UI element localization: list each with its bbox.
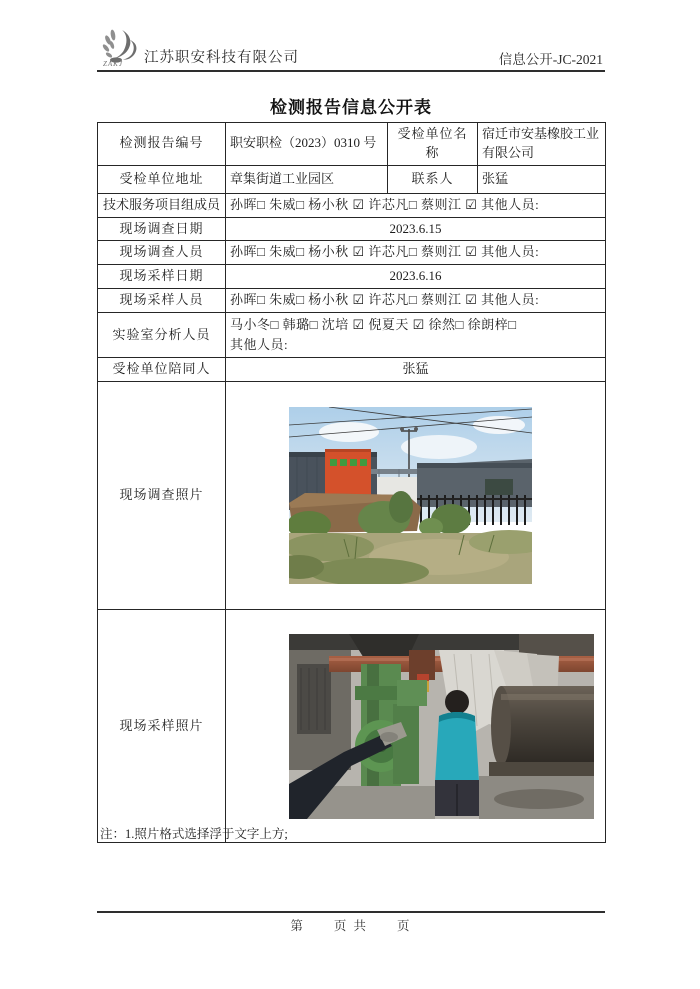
page-number-text: 第 页 共 页	[290, 919, 412, 933]
lab-staff-label: 实验室分析人员	[98, 312, 226, 357]
survey-date-value: 2023.6.15	[226, 217, 606, 241]
survey-photo	[289, 407, 532, 584]
row-report-no	[98, 123, 606, 166]
sampling-date-label: 现场采样日期	[98, 265, 226, 289]
sampling-photo	[289, 634, 594, 819]
doc-code: 信息公开-JC-2021	[498, 52, 603, 67]
tech-team-checkboxes: 孙晖□ 朱威□ 杨小秋 ☑ 许芯凡□ 蔡则江 ☑ 其他人员:	[226, 193, 606, 217]
row-tech-team	[98, 193, 606, 217]
row-unit-addr	[98, 165, 606, 193]
contact-value: 张猛	[478, 165, 606, 193]
survey-date-label: 现场调查日期	[98, 217, 226, 241]
lab-staff-line1: 马小冬□ 韩璐□ 沈培 ☑ 倪夏天 ☑ 徐然□ 徐朗梓□	[230, 316, 517, 332]
unit-addr-label: 受检单位地址	[98, 165, 226, 193]
row-sampling-staff	[98, 289, 606, 313]
tech-team-label: 技术服务项目组成员	[98, 193, 226, 217]
info-table	[97, 122, 606, 843]
unit-name-label: 受检单位名称	[388, 123, 478, 166]
sampling-photo-label: 现场采样照片	[98, 610, 226, 843]
survey-photo-label: 现场调查照片	[98, 382, 226, 610]
sampling-staff-checkboxes: 孙晖□ 朱威□ 杨小秋 ☑ 许芯凡□ 蔡则江 ☑ 其他人员:	[226, 289, 606, 313]
report-no-label: 检测报告编号	[98, 123, 226, 166]
unit-name-value: 宿迁市安基橡胶工业有限公司	[478, 123, 606, 166]
lab-staff-line2: 其他人员:	[230, 337, 289, 353]
escort-label: 受检单位陪同人	[98, 358, 226, 382]
survey-photo-cell	[226, 382, 606, 610]
row-sampling-photo	[98, 610, 606, 843]
page-header	[97, 24, 605, 70]
escort-value: 张猛	[226, 358, 606, 382]
info-table-wrap	[97, 122, 605, 843]
row-survey-photo	[98, 382, 606, 610]
row-escort	[98, 358, 606, 382]
company-name: 江苏职安科技有限公司	[144, 50, 299, 66]
lab-staff-checkboxes	[226, 312, 606, 357]
unit-addr-value: 章集街道工业园区	[226, 165, 388, 193]
survey-staff-label: 现场调查人员	[98, 241, 226, 265]
survey-staff-checkboxes: 孙晖□ 朱威□ 杨小秋 ☑ 许芯凡□ 蔡则江 ☑ 其他人员:	[226, 241, 606, 265]
page-title: 检测报告信息公开表	[270, 98, 432, 117]
row-survey-staff	[98, 241, 606, 265]
footnote: 注：1.照片格式选择浮于文字上方;	[100, 827, 288, 841]
header-rule	[97, 70, 605, 72]
report-no-value: 职安职检（2023）0310 号	[226, 123, 388, 166]
sampling-date-value: 2023.6.16	[226, 265, 606, 289]
contact-label: 联系人	[388, 165, 478, 193]
sampling-staff-label: 现场采样人员	[98, 289, 226, 313]
sampling-photo-cell	[226, 610, 606, 843]
row-sampling-date	[98, 265, 606, 289]
footer-rule	[97, 911, 605, 913]
logo-zakj-text: ZAKJ	[103, 60, 123, 68]
row-survey-date	[98, 217, 606, 241]
row-lab-staff	[98, 312, 606, 357]
